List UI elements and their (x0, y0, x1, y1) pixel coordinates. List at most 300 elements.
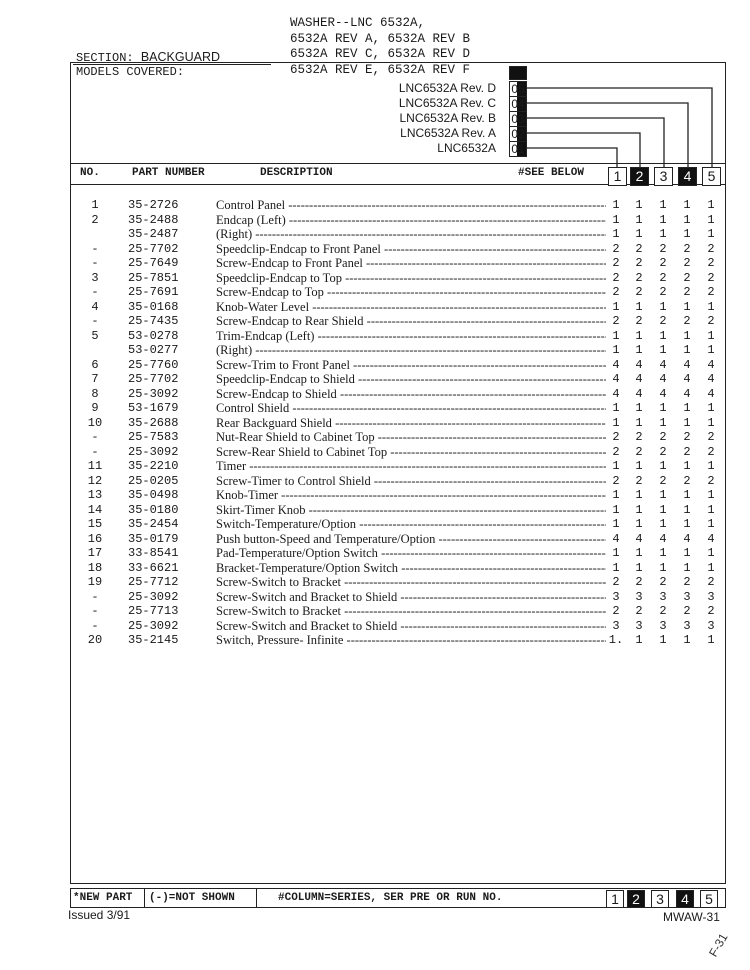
quantity-col-2: 2 (635, 444, 643, 459)
item-number: - (91, 589, 99, 604)
quantity-col-5: 2 (707, 270, 715, 285)
quantity-col-3: 2 (659, 270, 667, 285)
quantity-col-1: 2 (612, 575, 620, 589)
part-number: 53-0277 (128, 343, 179, 357)
quantity-col-3: 2 (659, 430, 667, 444)
column-header-top-rule (70, 163, 726, 164)
part-description: Pad-Temperature/Option Switch ----- (216, 546, 606, 561)
quantity-col-1: 2 (612, 241, 620, 256)
item-number: 7 (91, 372, 99, 386)
quantity-col-5: 1 (707, 488, 715, 502)
quantity-col-2: 2 (635, 285, 643, 299)
quantity-col-3: 2 (659, 575, 667, 589)
quantity-col-2: 1 (635, 415, 643, 430)
quantity-col-5: 2 (707, 256, 715, 270)
parts-row (0, 633, 750, 648)
part-number: 25-7713 (128, 604, 179, 618)
part-number: 25-0205 (128, 473, 179, 488)
quantity-col-3: 1 (659, 502, 667, 517)
header-part-number: PART NUMBER (132, 167, 205, 179)
quantity-col-2: 1 (635, 343, 643, 357)
quantity-col-1: 1 (612, 227, 620, 241)
quantity-col-5: 1 (707, 328, 715, 343)
quantity-col-2: 2 (635, 256, 643, 270)
quantity-col-3: 1 (659, 227, 667, 241)
part-number: 35-2487 (128, 227, 179, 241)
quantity-col-5: 2 (707, 430, 715, 444)
quantity-col-4: 4 (683, 386, 691, 401)
item-number: 19 (87, 575, 103, 589)
part-number: 35-0498 (128, 488, 179, 502)
quantity-col-1: 4 (612, 531, 620, 546)
parts-row (0, 459, 750, 474)
quantity-col-3: 1 (659, 212, 667, 227)
part-number: 25-7712 (128, 575, 179, 589)
quantity-col-4: 1 (683, 227, 691, 241)
quantity-col-4: 1 (683, 488, 691, 502)
quantity-col-4: 2 (683, 473, 691, 488)
item-number: - (91, 256, 99, 270)
quantity-col-1: 4 (612, 372, 620, 386)
quantity-col-1: 1 (612, 488, 620, 502)
quantity-col-4: 2 (683, 444, 691, 459)
quantity-col-5: 1 (707, 212, 715, 227)
part-number: 25-3092 (128, 618, 179, 633)
revision-code-02: 02 (509, 126, 527, 142)
quantity-col-3: 2 (659, 604, 667, 618)
part-description: Push button-Speed and Temperature/Option ----- (216, 532, 606, 547)
quantity-col-2: 1 (635, 401, 643, 415)
quantity-col-2: 1 (635, 560, 643, 575)
quantity-col-3: 1 (659, 459, 667, 473)
part-description: Timer ----- (216, 459, 606, 474)
quantity-col-4: 2 (683, 314, 691, 328)
quantity-col-4: 2 (683, 256, 691, 270)
quantity-col-5: 2 (707, 604, 715, 618)
quantity-col-3: 3 (659, 618, 667, 633)
parts-row (0, 198, 750, 213)
parts-row (0, 619, 750, 634)
item-number: 9 (91, 401, 99, 415)
part-description: Screw-Switch to Bracket ----- (216, 575, 606, 590)
quantity-col-1: 1 (612, 415, 620, 430)
revision-model-d: LNC6532A Rev. D (398, 81, 496, 95)
quantity-col-2: 2 (635, 575, 643, 589)
parts-row (0, 532, 750, 547)
document-code: MWAW-31 (663, 910, 720, 924)
quantity-col-3: 2 (659, 473, 667, 488)
quantity-col-4: 3 (683, 589, 691, 604)
header-description: DESCRIPTION (260, 167, 333, 179)
parts-row (0, 430, 750, 445)
parts-row (0, 329, 750, 344)
part-description: Speedclip-Endcap to Shield ----- (216, 372, 606, 387)
footer-column-1: 1 (606, 890, 624, 908)
item-number: 15 (87, 517, 103, 531)
item-number: - (91, 241, 99, 256)
item-number: 3 (91, 270, 99, 285)
part-number: 33-6621 (128, 560, 179, 575)
quantity-col-1: 1. (608, 633, 624, 647)
item-number: 10 (87, 415, 103, 430)
quantity-col-3: 1 (659, 488, 667, 502)
parts-row (0, 300, 750, 315)
quantity-col-2: 1 (635, 299, 643, 314)
part-number: 25-7649 (128, 256, 179, 270)
quantity-col-3: 1 (659, 633, 667, 647)
part-description: Control Shield ----- (216, 401, 606, 416)
parts-row (0, 575, 750, 590)
part-number: 35-2688 (128, 415, 179, 430)
quantity-col-5: 4 (707, 357, 715, 372)
quantity-col-5: 2 (707, 473, 715, 488)
quantity-col-1: 2 (612, 473, 620, 488)
footer-column-4: 4 (676, 890, 694, 908)
quantity-col-3: 2 (659, 256, 667, 270)
quantity-col-1: 1 (612, 198, 620, 212)
quantity-col-1: 1 (612, 502, 620, 517)
parts-row (0, 242, 750, 257)
item-number: - (91, 444, 99, 459)
quantity-col-4: 1 (683, 546, 691, 560)
parts-row (0, 517, 750, 532)
quantity-col-2: 1 (635, 227, 643, 241)
quantity-col-1: 1 (612, 328, 620, 343)
quantity-col-3: 4 (659, 372, 667, 386)
parts-list (0, 198, 750, 648)
footer-divider (144, 888, 145, 908)
parts-row (0, 343, 750, 358)
quantity-col-2: 1 (635, 198, 643, 212)
part-number: 25-7583 (128, 430, 179, 444)
footer-not-shown: (-)=NOT SHOWN (149, 892, 235, 904)
part-number: 25-3092 (128, 589, 179, 604)
item-number: - (91, 430, 99, 444)
part-number: 33-8541 (128, 546, 179, 560)
column-header-bottom-rule (70, 184, 726, 185)
item-number: 20 (87, 633, 103, 647)
quantity-col-1: 1 (612, 343, 620, 357)
parts-row (0, 561, 750, 576)
quantity-col-2: 1 (635, 328, 643, 343)
quantity-col-2: 2 (635, 604, 643, 618)
quantity-col-2: 1 (635, 502, 643, 517)
part-description: Endcap (Left) ----- (216, 213, 606, 228)
quantity-col-4: 1 (683, 299, 691, 314)
quantity-col-2: 2 (635, 241, 643, 256)
quantity-col-4: 1 (683, 633, 691, 647)
item-number: 17 (87, 546, 103, 560)
parts-row (0, 256, 750, 271)
quantity-col-3: 4 (659, 386, 667, 401)
quantity-col-3: 1 (659, 517, 667, 531)
quantity-col-2: 3 (635, 618, 643, 633)
footer-new-part: *NEW PART (73, 892, 133, 904)
header-see-below: #SEE BELOW (518, 167, 585, 179)
part-description: (Right) ----- (216, 227, 606, 242)
quantity-col-3: 2 (659, 285, 667, 299)
quantity-col-3: 1 (659, 299, 667, 314)
part-description: Speedclip-Endcap to Front Panel ----- (216, 242, 606, 257)
quantity-col-1: 4 (612, 386, 620, 401)
parts-row (0, 271, 750, 286)
part-number: 53-1679 (128, 401, 179, 415)
part-description: Switch, Pressure- Infinite ----- (216, 633, 606, 648)
quantity-col-3: 2 (659, 444, 667, 459)
quantity-col-5: 4 (707, 386, 715, 401)
quantity-col-5: 2 (707, 575, 715, 589)
quantity-col-1: 2 (612, 270, 620, 285)
quantity-col-2: 2 (635, 473, 643, 488)
item-number: 2 (91, 212, 99, 227)
parts-row (0, 401, 750, 416)
part-number: 35-0179 (128, 531, 179, 546)
quantity-col-5: 1 (707, 459, 715, 473)
parts-row (0, 387, 750, 402)
item-number: - (91, 314, 99, 328)
quantity-col-4: 1 (683, 328, 691, 343)
part-description: Speedclip-Endcap to Top ----- (216, 271, 606, 286)
quantity-col-1: 1 (612, 299, 620, 314)
column-number-1: 1 (608, 167, 627, 186)
item-number: 5 (91, 328, 99, 343)
item-number: 8 (91, 386, 99, 401)
quantity-col-3: 4 (659, 357, 667, 372)
quantity-col-3: 2 (659, 314, 667, 328)
quantity-col-5: 4 (707, 531, 715, 546)
part-number: 35-2454 (128, 517, 179, 531)
quantity-col-3: 1 (659, 328, 667, 343)
quantity-col-1: 2 (612, 430, 620, 444)
quantity-col-2: 1 (635, 212, 643, 227)
part-description: Screw-Endcap to Front Panel ----- (216, 256, 606, 271)
issued-date: Issued 3/91 (68, 908, 131, 922)
quantity-col-3: 2 (659, 241, 667, 256)
quantity-col-3: 3 (659, 589, 667, 604)
item-number: - (91, 604, 99, 618)
parts-row (0, 285, 750, 300)
parts-row (0, 546, 750, 561)
parts-row (0, 227, 750, 242)
part-description: Control Panel ----- (216, 198, 606, 213)
part-description: Rear Backguard Shield ----- (216, 416, 606, 431)
quantity-col-1: 2 (612, 444, 620, 459)
part-description: (Right) ----- (216, 343, 606, 358)
quantity-col-3: 1 (659, 546, 667, 560)
footer-column-3: 3 (651, 890, 669, 908)
revision-model-c: LNC6532A Rev. C (398, 96, 496, 110)
section-value: BACKGUARD (140, 50, 220, 64)
part-description: Bracket-Temperature/Option Switch ----- (216, 561, 606, 576)
part-description: Switch-Temperature/Option ----- (216, 517, 606, 532)
part-number: 25-7702 (128, 241, 179, 256)
part-number: 35-2726 (128, 198, 179, 212)
parts-row (0, 488, 750, 503)
quantity-col-5: 1 (707, 546, 715, 560)
parts-row (0, 314, 750, 329)
parts-row (0, 358, 750, 373)
part-description: Screw-Timer to Control Shield ----- (216, 474, 606, 489)
models-header-line: 6532A REV C, 6532A REV D (290, 47, 471, 61)
item-number: 16 (87, 531, 103, 546)
quantity-col-5: 1 (707, 299, 715, 314)
quantity-col-1: 1 (612, 546, 620, 560)
quantity-col-5: 1 (707, 415, 715, 430)
revision-model-b: LNC6532A Rev. B (399, 111, 496, 125)
part-description: Knob-Water Level ----- (216, 300, 606, 315)
models-header-line: WASHER--LNC 6532A, (290, 16, 426, 30)
quantity-col-5: 2 (707, 241, 715, 256)
item-number: 11 (87, 459, 103, 473)
quantity-col-4: 1 (683, 343, 691, 357)
quantity-col-4: 2 (683, 575, 691, 589)
quantity-col-1: 2 (612, 314, 620, 328)
part-number: 25-3092 (128, 444, 179, 459)
part-description: Screw-Trim to Front Panel ----- (216, 358, 606, 373)
column-number-3: 3 (654, 167, 673, 186)
part-description: Screw-Switch and Bracket to Shield ----- (216, 590, 606, 605)
part-number: 25-7702 (128, 372, 179, 386)
quantity-col-4: 2 (683, 241, 691, 256)
quantity-col-1: 1 (612, 459, 620, 473)
column-number-2: 2 (630, 167, 649, 186)
quantity-col-2: 1 (635, 633, 643, 647)
quantity-col-4: 3 (683, 618, 691, 633)
quantity-col-4: 2 (683, 270, 691, 285)
part-number: 35-2488 (128, 212, 179, 227)
quantity-col-5: 2 (707, 285, 715, 299)
quantity-col-5: 2 (707, 444, 715, 459)
item-number: - (91, 285, 99, 299)
parts-row (0, 213, 750, 228)
part-number: 35-2210 (128, 459, 179, 473)
quantity-col-4: 4 (683, 357, 691, 372)
part-description: Trim-Endcap (Left) ----- (216, 329, 606, 344)
quantity-col-2: 2 (635, 270, 643, 285)
column-number-5: 5 (702, 167, 721, 186)
item-number: 14 (87, 502, 103, 517)
item-number: 1 (91, 198, 99, 212)
item-number: 4 (91, 299, 99, 314)
revision-code-blank (509, 66, 527, 80)
part-number: 25-3092 (128, 386, 179, 401)
quantity-col-2: 4 (635, 357, 643, 372)
part-description: Screw-Switch and Bracket to Shield ----- (216, 619, 606, 634)
part-number: 35-2145 (128, 633, 179, 647)
part-description: Screw-Endcap to Rear Shield ----- (216, 314, 606, 329)
part-number: 25-7691 (128, 285, 179, 299)
footer-divider (256, 888, 257, 908)
handwritten-page-mark: F-31 (706, 930, 731, 960)
quantity-col-2: 2 (635, 314, 643, 328)
header-no: NO. (80, 167, 100, 179)
quantity-col-2: 1 (635, 517, 643, 531)
quantity-col-2: 4 (635, 531, 643, 546)
quantity-col-1: 1 (612, 212, 620, 227)
revision-model-a: LNC6532A Rev. A (400, 126, 496, 140)
quantity-col-1: 2 (612, 285, 620, 299)
parts-row (0, 590, 750, 605)
parts-row (0, 416, 750, 431)
item-number: 13 (87, 488, 103, 502)
footer-column-5: 5 (700, 890, 718, 908)
quantity-col-5: 1 (707, 198, 715, 212)
item-number: 18 (87, 560, 103, 575)
part-description: Screw-Endcap to Top ----- (216, 285, 606, 300)
part-number: 25-7435 (128, 314, 179, 328)
quantity-col-5: 2 (707, 314, 715, 328)
item-number: 6 (91, 357, 99, 372)
quantity-col-1: 1 (612, 560, 620, 575)
quantity-col-5: 1 (707, 560, 715, 575)
part-number: 25-7760 (128, 357, 179, 372)
quantity-col-5: 3 (707, 589, 715, 604)
quantity-col-2: 1 (635, 488, 643, 502)
part-description: Screw-Rear Shield to Cabinet Top ----- (216, 445, 606, 460)
column-number-4: 4 (678, 167, 697, 186)
quantity-col-2: 1 (635, 546, 643, 560)
quantity-col-4: 1 (683, 517, 691, 531)
footer-column-2: 2 (627, 890, 645, 908)
models-header-line: 6532A REV A, 6532A REV B (290, 31, 471, 46)
quantity-col-4: 4 (683, 531, 691, 546)
item-number: 12 (87, 473, 103, 488)
revision-code-03: 03 (509, 111, 527, 127)
revision-code-01: 01 (509, 141, 527, 157)
part-description: Screw-Endcap to Shield ----- (216, 387, 606, 402)
models-header-line: 6532A REV E, 6532A REV F (290, 62, 471, 77)
quantity-col-3: 1 (659, 343, 667, 357)
item-number: - (91, 618, 99, 633)
quantity-col-1: 2 (612, 256, 620, 270)
quantity-col-3: 1 (659, 415, 667, 430)
part-number: 35-0168 (128, 299, 179, 314)
quantity-col-4: 4 (683, 372, 691, 386)
quantity-col-5: 4 (707, 372, 715, 386)
quantity-col-4: 1 (683, 212, 691, 227)
part-description: Screw-Switch to Bracket ----- (216, 604, 606, 619)
parts-row (0, 604, 750, 619)
footer-column-note: #COLUMN=SERIES, SER PRE OR RUN NO. (278, 892, 503, 904)
quantity-col-3: 1 (659, 198, 667, 212)
quantity-col-5: 1 (707, 343, 715, 357)
quantity-col-3: 1 (659, 560, 667, 575)
quantity-col-4: 1 (683, 560, 691, 575)
quantity-col-4: 2 (683, 285, 691, 299)
quantity-col-2: 1 (635, 459, 643, 473)
parts-row (0, 445, 750, 460)
quantity-col-5: 1 (707, 517, 715, 531)
quantity-col-1: 3 (612, 589, 620, 604)
part-number: 35-0180 (128, 502, 179, 517)
quantity-col-1: 1 (612, 401, 620, 415)
revision-model-base: LNC6532A (437, 141, 496, 155)
part-description: Knob-Timer ----- (216, 488, 606, 503)
quantity-col-1: 2 (612, 604, 620, 618)
quantity-col-5: 1 (707, 227, 715, 241)
revision-code-04: 04 (509, 96, 527, 112)
quantity-col-1: 1 (612, 517, 620, 531)
quantity-col-4: 1 (683, 415, 691, 430)
quantity-col-2: 3 (635, 589, 643, 604)
quantity-col-4: 1 (683, 459, 691, 473)
quantity-col-3: 1 (659, 401, 667, 415)
parts-row (0, 503, 750, 518)
quantity-col-4: 2 (683, 430, 691, 444)
quantity-col-2: 2 (635, 430, 643, 444)
quantity-col-3: 4 (659, 531, 667, 546)
quantity-col-1: 4 (612, 357, 620, 372)
